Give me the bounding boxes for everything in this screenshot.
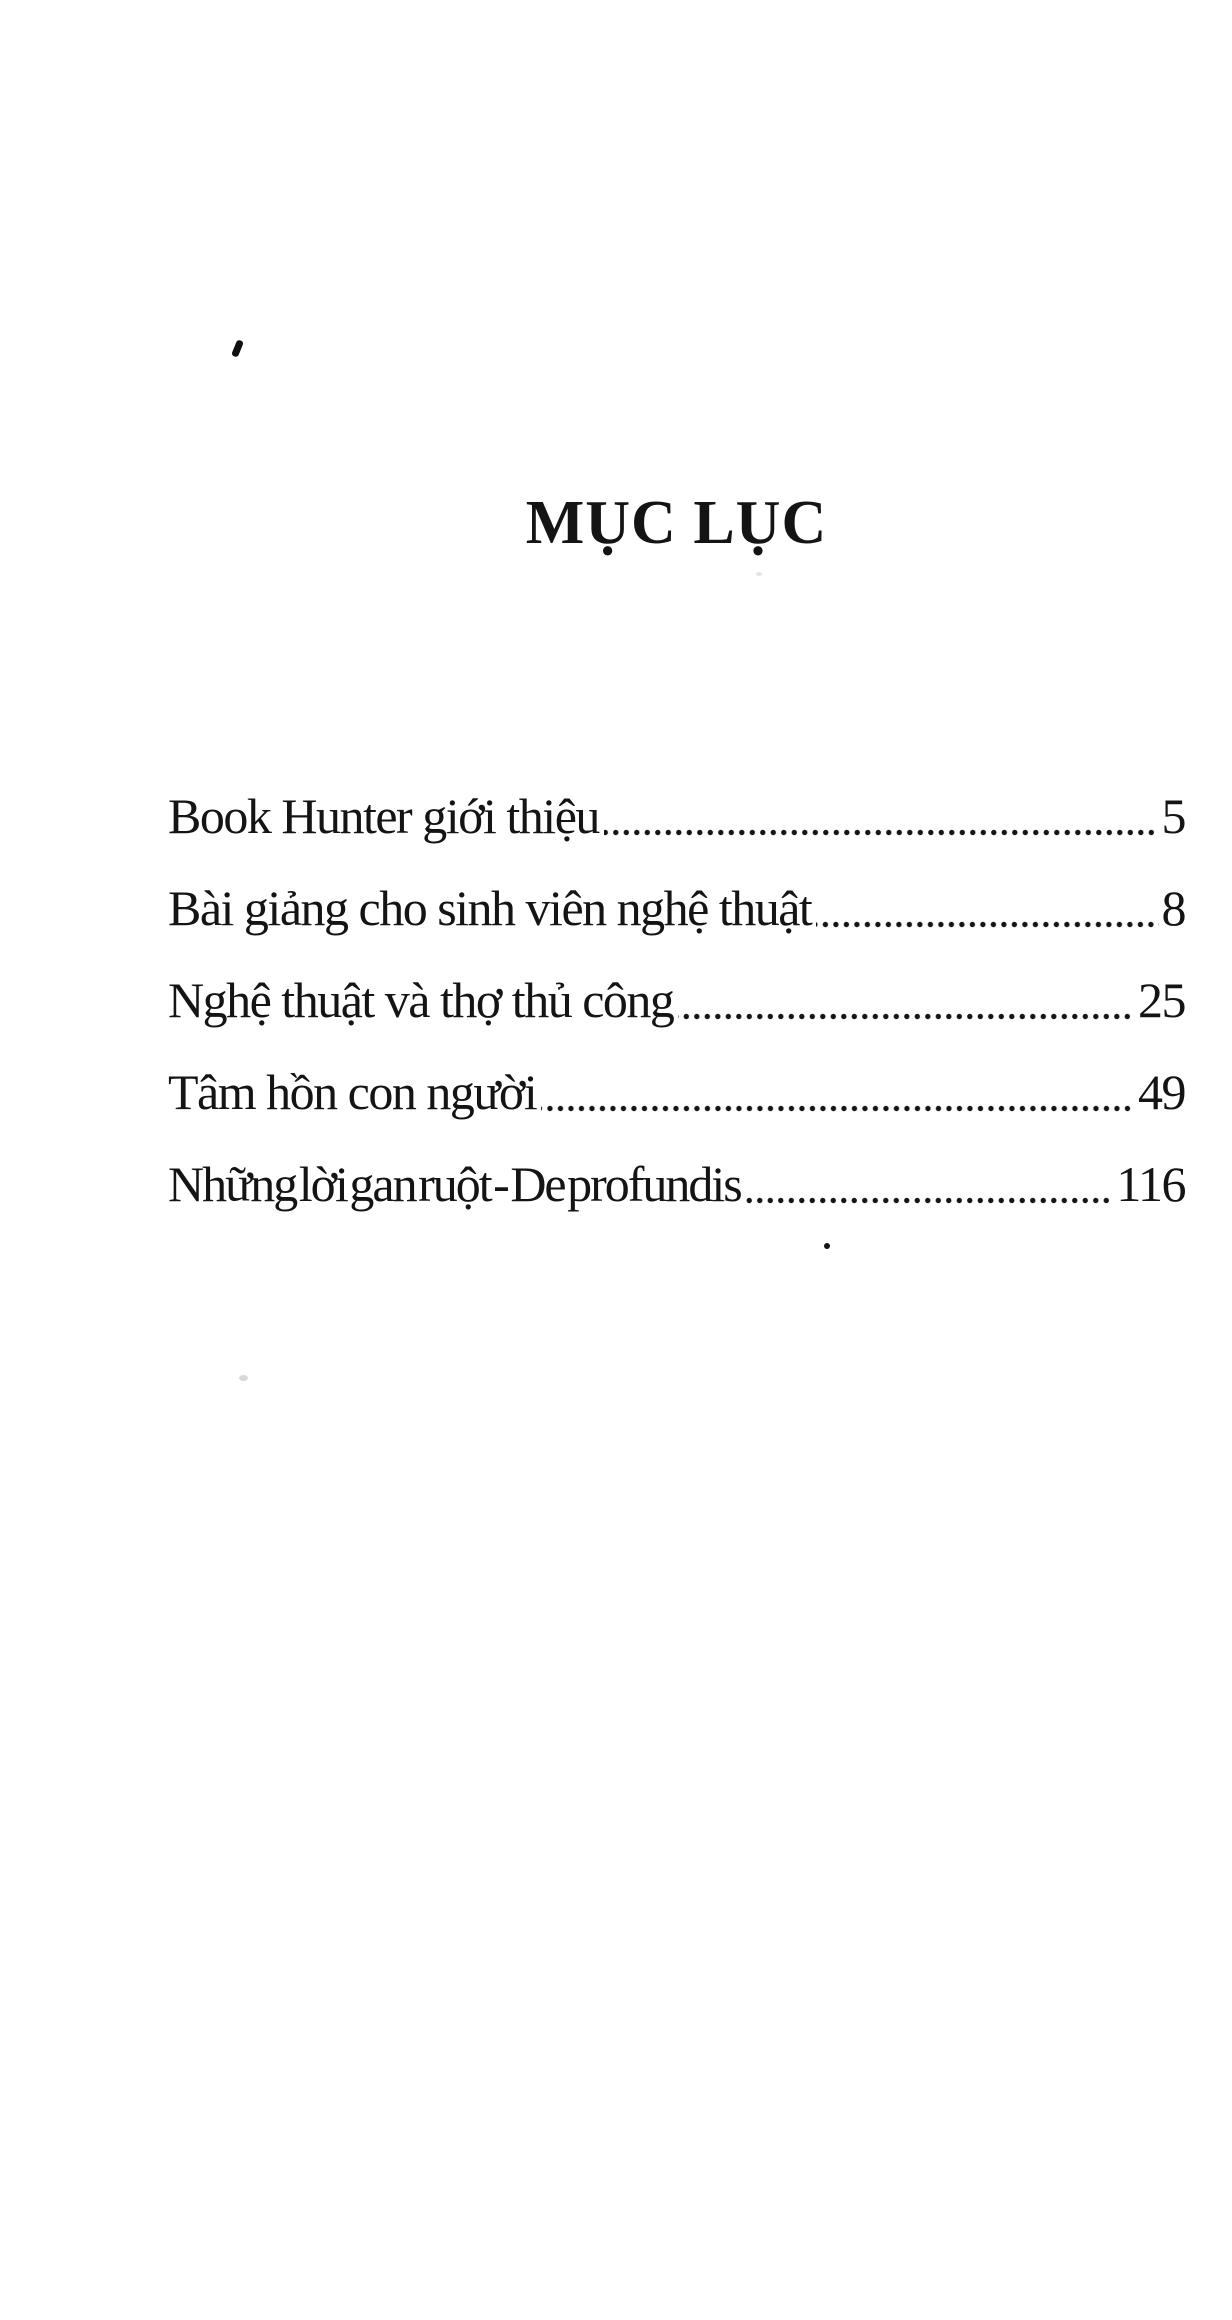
- dot-leader: [816, 921, 1158, 928]
- toc-entry-label: Bài giảng cho sinh viên nghệ thuật: [168, 880, 812, 936]
- toc-list: [168, 770, 1185, 1230]
- dot-leader: [604, 829, 1159, 836]
- toc-entry-page: 8: [1161, 880, 1185, 936]
- toc-entry-page: 49: [1138, 1064, 1185, 1120]
- toc-entry-label: Book Hunter giới thiệu: [168, 788, 599, 844]
- scan-dot-artifact: [824, 1243, 830, 1249]
- toc-entry-label: Nghệ thuật và thợ thủ công: [168, 972, 674, 1028]
- toc-entry: [168, 954, 1185, 1046]
- toc-entry-page: 116: [1116, 1156, 1185, 1212]
- dot-leader: [746, 1197, 1114, 1204]
- page-title: MỤC LỤC: [525, 489, 828, 557]
- toc-entry-label: Những lời gan ruột - De profundis: [168, 1156, 741, 1212]
- toc-entry: [168, 862, 1185, 954]
- scan-speck-artifact-2: [756, 572, 762, 576]
- dot-leader: [678, 1013, 1135, 1020]
- toc-entry-page: 25: [1138, 972, 1185, 1028]
- toc-entry: [168, 1046, 1185, 1138]
- toc-entry: [168, 770, 1185, 862]
- scan-tick-artifact: [231, 339, 244, 357]
- toc-entry-page: 5: [1161, 788, 1185, 844]
- dot-leader: [541, 1105, 1135, 1112]
- toc-entry-label: Tâm hồn con người: [168, 1064, 537, 1120]
- toc-entry: [168, 1138, 1185, 1230]
- scan-speck-artifact: [239, 1375, 248, 1381]
